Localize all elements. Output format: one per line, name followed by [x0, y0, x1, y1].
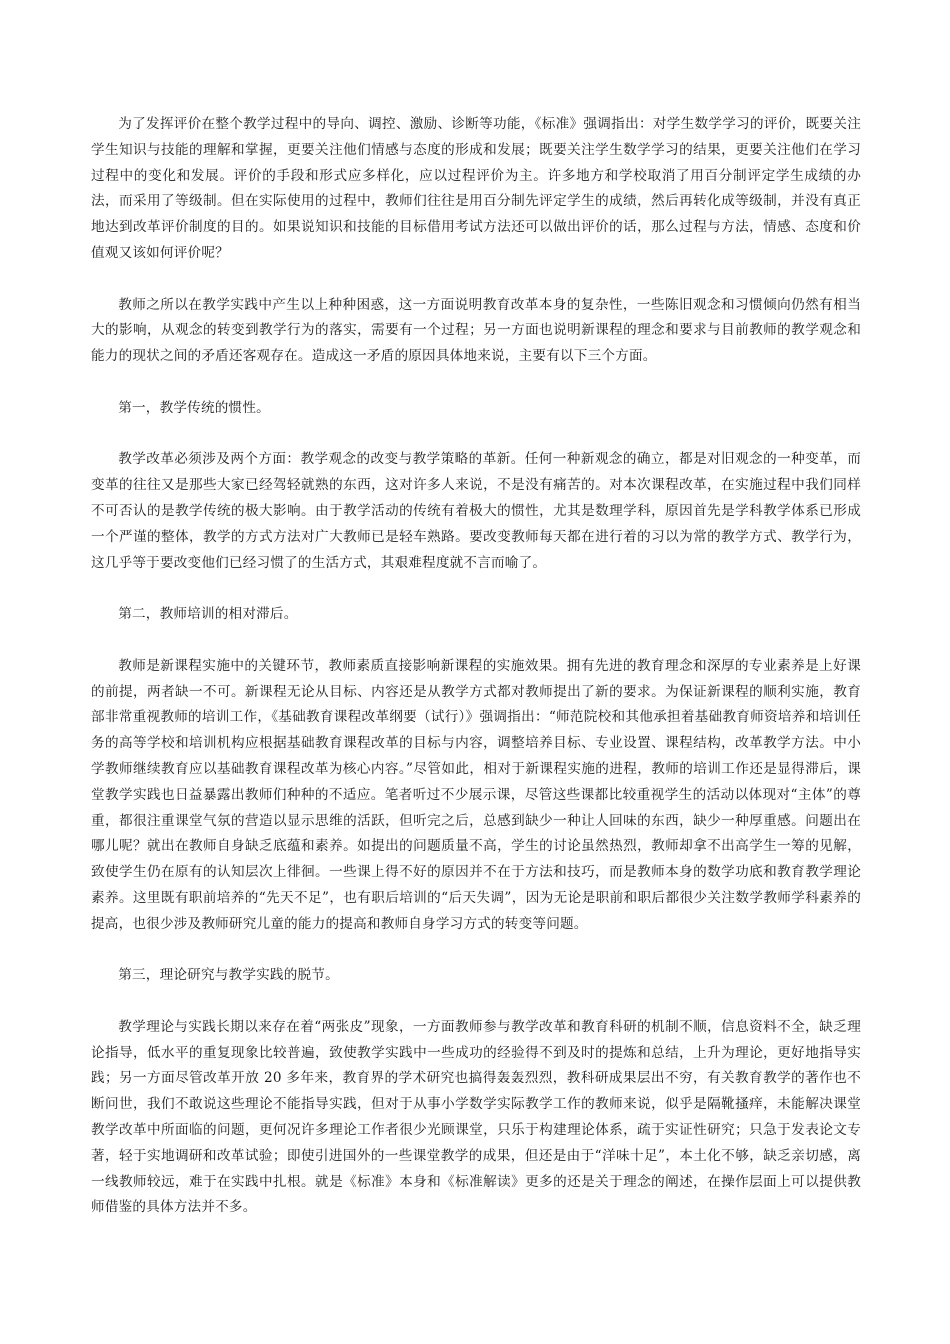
paragraph-theory: 教学理论与实践长期以来存在着“两张皮”现象，一方面教师参与教学改革和教育科研的机制不顺，信息资料不全，缺乏理论指导，低水平的重复现象比较普遍，致使教学实践中一些成功的经验得不到及时的提炼和总结，上升为理论，更好地指导实践；另一方面尽管改革开放 20 多年来，教育界的学术研究也搞得轰轰烈烈，教科研成果层出不穷，有关教育教学的著作也不断问世，我们不敢说这些理论不能指导实践，但对于从事小学数学实际教学工作的教师来说，似乎是隔靴搔痒，未能解决课堂教学改革中所面临的问题，更何况许多理论工作者很少光顾课堂，只乐于构建理论体系，疏于实证性研究；只急于发表论文专著，轻于实地调研和改革试验；即使引进国外的一些课堂教学的成果，但还是由于“洋味十足”，本土化不够，缺乏亲切感，离一线教师较远，难于在实践中扎根。就是《标准》本身和《标准解读》更多的还是关于理念的阐述，在操作层面上可以提供教师借鉴的具体方法并不多。 [91, 1018, 861, 1216]
paragraph-evaluation: 为了发挥评价在整个教学过程中的导向、调控、激励、诊断等功能，《标准》强调指出：对学生数学学习的评价，既要关注学生知识与技能的理解和掌握，更要关注他们情感与态度的形成和发展；既要关注学生数学学习的结果，更要关注他们在学习过程中的变化和发展。评价的手段和形式应多样化，应以过程评价为主。许多地方和学校取消了用百分制评定学生成绩的办法，而采用了等级制。但在实际使用的过程中，教师们往往是用百分制先评定学生的成绩，然后再转化成等级制，并没有真正地达到改革评价制度的目的。如果说知识和技能的目标借用考试方法还可以做出评价的话，那么过程与方法，情感、态度和价值观又该如何评价呢？ [91, 116, 861, 261]
paragraph-tradition: 教学改革必须涉及两个方面：教学观念的改变与教学策略的革新。任何一种新观念的确立，都是对旧观念的一种变革，而变革的往往又是那些大家已经驾轻就熟的东西，这对许多人来说，不是没有痛苦的。对本次课程改革，在实施过程中我们同样不可否认的是教学传统的极大影响。由于教学活动的传统有着极大的惯性，尤其是数理学科，原因首先是学科教学体系已形成一个严谨的整体，教学的方式方法对广大教师已是轻车熟路。要改变教师每天都在进行着的习以为常的教学方式、教学行为，这几乎等于要改变他们已经习惯了的生活方式，其艰难程度就不言而喻了。 [91, 451, 861, 571]
paragraph-confusion-causes: 教师之所以在教学实践中产生以上种种困惑，这一方面说明教育改革本身的复杂性，一些陈旧观念和习惯倾向仍然有相当大的影响，从观念的转变到教学行为的落实，需要有一个过程；另一方面也说明新课程的理念和要求与目前教师的教学观念和能力的现状之间的矛盾还客观存在。造成这一矛盾的原因具体地来说，主要有以下三个方面。 [91, 296, 861, 365]
document-page [91, 112, 861, 1247]
section-heading-theory: 第三，理论研究与教学实践的脱节。 [118, 967, 339, 984]
section-heading-tradition: 第一，教学传统的惯性。 [118, 399, 270, 416]
paragraph-training: 教师是新课程实施中的关键环节，教师素质直接影响新课程的实施效果。拥有先进的教育理念和深厚的专业素养是上好课的前提，两者缺一不可。新课程无论从目标、内容还是从教学方式都对教师提出了新的要求。为保证新课程的顺利实施，教育部非常重视教师的培训工作，《基础教育课程改革纲要（试行）》强调指出：“师范院校和其他承担着基础教育师资培养和培训任务的高等学校和培训机构应根据基础教育课程改革的目标与内容，调整培养目标、专业设置、课程结构，改革教学方法。中小学教师继续教育应以基础教育课程改革为核心内容。”尽管如此，相对于新课程实施的进程，教师的培训工作还是显得滞后，课堂教学实践也日益暴露出教师们种种的不适应。笔者听过不少展示课，尽管这些课都比较重视学生的活动以体现对“主体”的尊重，都很注重课堂气氛的营造以显示思维的活跃，但听完之后，总感到缺少一种让人回味的东西，缺少一种厚重感。问题出在哪儿呢？就出在教师自身缺乏底蕴和素养。如提出的问题质量不高，学生的讨论虽然热烈，教师却拿不出高学生一筹的见解，致使学生仍在原有的认知层次上徘徊。一些课上得不好的原因并不在于方法和技巧，而是教师本身的数学功底和教育教学理论素养。这里既有职前培养的“先天不足”，也有职后培训的“后天失调”，因为无论是职前和职后都很少关注数学教师学科素养的提高，也很少涉及教师研究儿童的能力的提高和教师自身学习方式的转变等问题。 [91, 657, 861, 932]
section-heading-training: 第二，教师培训的相对滞后。 [118, 606, 298, 623]
